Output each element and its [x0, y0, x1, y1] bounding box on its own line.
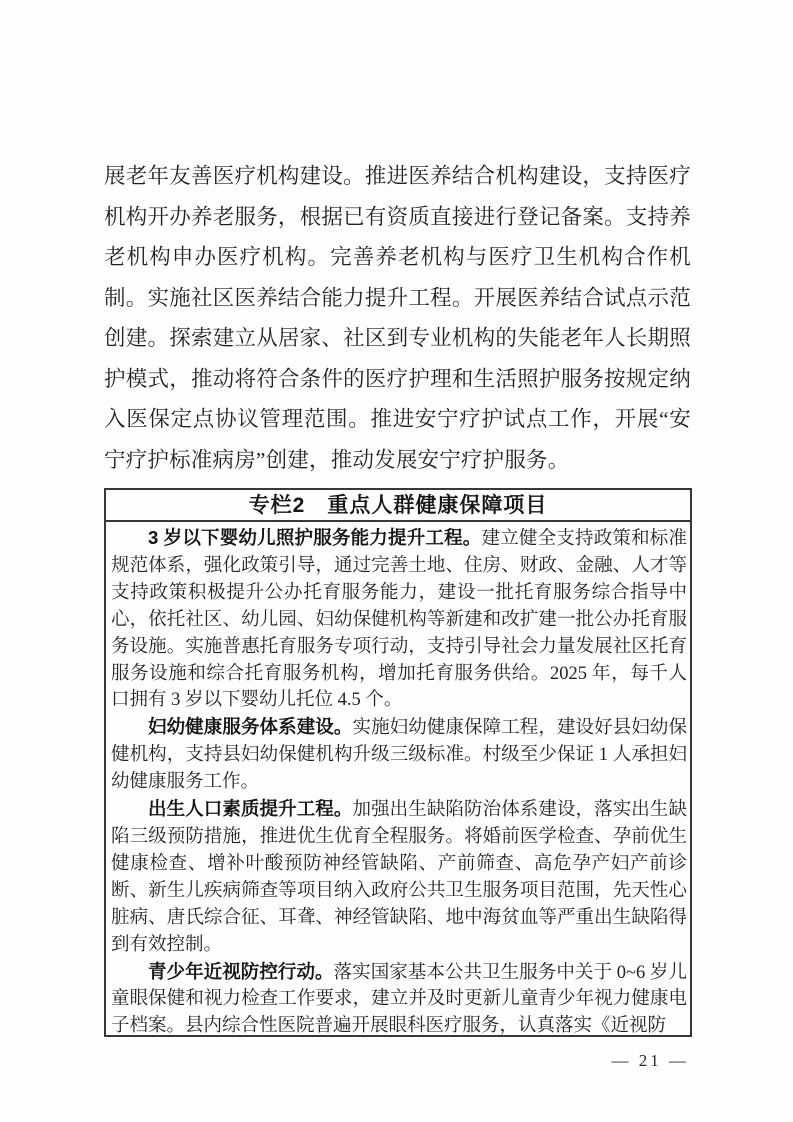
column-box-paragraph — [111, 525, 687, 714]
column-box-paragraph — [111, 714, 687, 796]
paragraph-lead: 青少年近视防控行动。 — [148, 960, 334, 982]
column-box — [104, 488, 692, 1037]
column-box-paragraph — [111, 796, 687, 958]
body-paragraph: 展老年友善医疗机构建设。推进医养结合机构建设，支持医疗机构开办养老服务，根据已有资质直接进行登记备案。支持养老机构申办医疗机构。完善养老机构与医疗卫生机构合作机制。实施社区医养结合能力提升工程。开展医养结合试点示范创建。探索建立从居家、社区到专业机构的失能老年人长期照护模式，推动将符合条件的医疗护理和生活照护服务按规定纳入医保定点协议管理范围。推进安宁疗护试点工作，开展“安宁疗护标准病房”创建，推动发展安宁疗护服务。 — [104, 164, 691, 472]
paragraph-text: 实施妇幼健康保障工程，建设好县妇幼保健机构，支持县妇幼保健机构升级三级标准。村级至少保证 1 人承担妇幼健康服务工作。 — [111, 718, 687, 793]
paragraph-lead: 出生人口素质提升工程。 — [148, 798, 353, 820]
paragraph-text: 建立健全支持政策和标准规范体系，强化政策引导，通过完善土地、住房、财政、金融、人才等支持政策积极提升公办托育服务能力，建设一批托育服务综合指导中心，依托社区、幼儿园、妇幼保健机构等新建和改扩建一批公办托育服务设施。实施普惠托育服务专项行动，支持引导社会力量发展社区托育服务设施和综合托育服务机构，增加托育服务供给。2025 年，每千人口拥有 3 岁以下婴幼儿托位 4.5 个。 — [111, 529, 687, 711]
column-box-title: 专栏2 重点人群健康保障项目 — [106, 490, 690, 522]
page-number: — 21 — — [611, 1051, 689, 1070]
paragraph-text: 加强出生缺陷防治体系建设，落实出生缺陷三级预防措施，推进优生优育全程服务。将婚前医学检查、孕前优生健康检查、增补叶酸预防神经管缺陷、产前筛查、高危孕产妇产前诊断、新生儿疾病筛查等项目纳入政府公共卫生服务项目范围，先天性心脏病、唐氏综合征、耳聋、神经管缺陷、地中海贫血等严重出生缺陷得到有效控制。 — [111, 800, 687, 955]
paragraph-text: 落实国家基本公共卫生服务中关于 0~6 岁儿童眼保健和视力检查工作要求，建立并及时更新儿童青少年视力健康电子档案。县内综合性医院普遍开展眼科医疗服务，认真落实《近视防 — [111, 962, 687, 1037]
paragraph-lead: 3 岁以下婴幼儿照护服务能力提升工程。 — [148, 527, 482, 548]
column-box-body — [106, 522, 690, 1037]
column-box-paragraph — [111, 959, 687, 1038]
paragraph-lead: 妇幼健康服务体系建设。 — [148, 716, 353, 738]
